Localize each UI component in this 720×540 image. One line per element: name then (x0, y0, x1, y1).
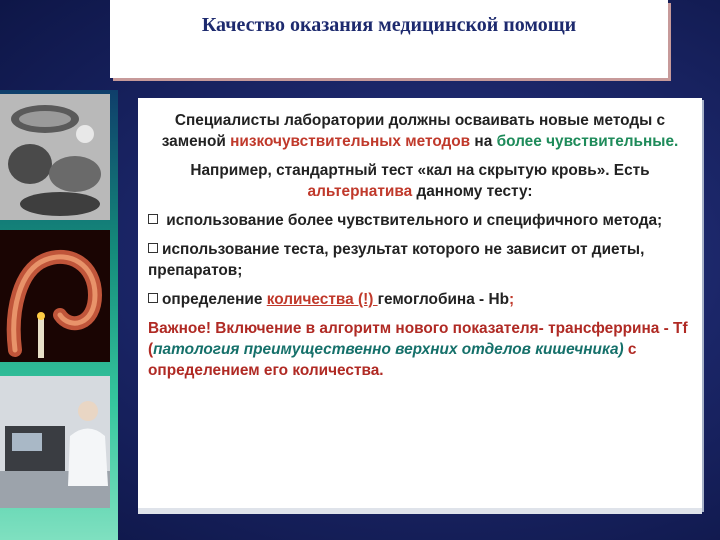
title-box (110, 0, 668, 78)
microscopy-image (0, 94, 110, 220)
page-title: Качество оказания медицинской помощи (201, 14, 577, 36)
intestine-image (0, 230, 110, 362)
bullet-item-1: использование более чувствительного и специфичного метода; (148, 210, 692, 231)
paragraph-important: Важное! Включение в алгоритм нового показателя- трансферрина - Tf (патология преимущественно верхних отделов кишечника) с определением его количества. (148, 320, 688, 379)
checkbox-bullet-icon (148, 293, 158, 303)
bullet-item-2: использование теста, результат которого не зависит от диеты, препаратов; (148, 241, 645, 279)
bullet-item-3: определение количества (!) гемоглобина - Hb; (148, 289, 692, 310)
laboratory-image (0, 376, 110, 508)
checkbox-bullet-icon (148, 243, 158, 253)
paragraph-example: Например, стандартный тест «кал на скрытую кровь». Есть альтернатива данному тесту: (190, 162, 650, 200)
checkbox-bullet-icon (148, 214, 158, 224)
content-bottom-bar (138, 508, 702, 514)
paragraph-intro: Специалисты лаборатории должны осваивать новые методы с заменой низкочувствительных методов на более чувствительные. (161, 112, 679, 150)
content-panel (138, 98, 702, 510)
